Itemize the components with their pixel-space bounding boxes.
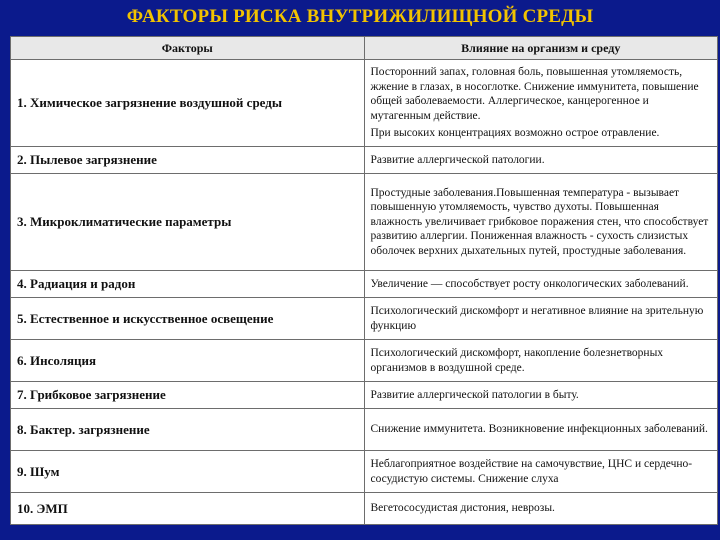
table-row (11, 493, 718, 525)
factor-cell: 10. ЭМП (11, 493, 365, 525)
table-row (11, 451, 718, 493)
factor-cell: 1. Химическое загрязнение воздушной среды (11, 60, 365, 147)
effect-cell (364, 60, 718, 147)
factor-cell: 9. Шум (11, 451, 365, 493)
table-header-row (11, 37, 718, 60)
factor-cell: 2. Пылевое загрязнение (11, 147, 365, 174)
table-row (11, 60, 718, 147)
effect-cell (364, 271, 718, 298)
effect-text: Вегетососудистая дистония, неврозы. (370, 502, 555, 515)
effect-cell (364, 147, 718, 174)
header-factors: Факторы (11, 37, 365, 60)
effect-text: Снижение иммунитета. Возникновение инфекционных заболеваний. (370, 423, 708, 436)
effect-text: Посторонний запах, головная боль, повышенная утомляемость, жжение в глазах, в носоглотке. Снижение иммунитета, повышение общей заболеваемости. Аллергическое, канцерогенное и мутагенным действие. (370, 66, 699, 122)
effect-cell (364, 298, 718, 340)
effect-text: Простудные заболевания.Повышенная температура - вызывает повышенную утомляемость, чувство духоты. Повышенная влажность увеличивает грибковое поражения стен, что способствует развитию аллергии. Пониженная влажность - сухость слизистых оболочек верхних дыхательных путей, простудные заболевания. (370, 186, 709, 257)
risk-factors-table (10, 36, 718, 525)
factor-cell: 8. Бактер. загрязнение (11, 409, 365, 451)
effect-text: Развитие аллергической патологии. (370, 153, 545, 166)
effect-text: При высоких концентрациях возможно острое отравление. (370, 127, 660, 140)
effect-cell (364, 493, 718, 525)
effect-text: Увеличение — способствует росту онкологических заболеваний. (370, 277, 689, 290)
factor-cell: 3. Микроклиматические параметры (11, 174, 365, 271)
table-row (11, 271, 718, 298)
factor-cell: 6. Инсоляция (11, 340, 365, 382)
table-row (11, 340, 718, 382)
table-row (11, 147, 718, 174)
effect-text: Развитие аллергической патологии в быту. (370, 388, 579, 401)
table-row (11, 382, 718, 409)
table-row (11, 409, 718, 451)
factor-cell: 5. Естественное и искусственное освещение (11, 298, 365, 340)
effect-text: Неблагоприятное воздействие на самочувствие, ЦНС и сердечно-сосудистую системы. Снижение слуха (370, 458, 693, 485)
effect-cell (364, 451, 718, 493)
effect-cell (364, 409, 718, 451)
table-row (11, 298, 718, 340)
header-effects: Влияние на организм и среду (364, 37, 718, 60)
effect-text: Психологический дискомфорт и негативное влияние на зрительную функцию (370, 305, 704, 332)
effect-cell (364, 382, 718, 409)
slide-title: ФАКТОРЫ РИСКА ВНУТРИЖИЛИЩНОЙ СРЕДЫ (126, 6, 594, 27)
effect-text: Психологический дискомфорт, накопление болезнетворных организмов в воздушной среде. (370, 347, 664, 374)
effect-cell (364, 174, 718, 271)
factor-cell: 7. Грибковое загрязнение (11, 382, 365, 409)
effect-cell (364, 340, 718, 382)
table-row (11, 174, 718, 271)
factor-cell: 4. Радиация и радон (11, 271, 365, 298)
